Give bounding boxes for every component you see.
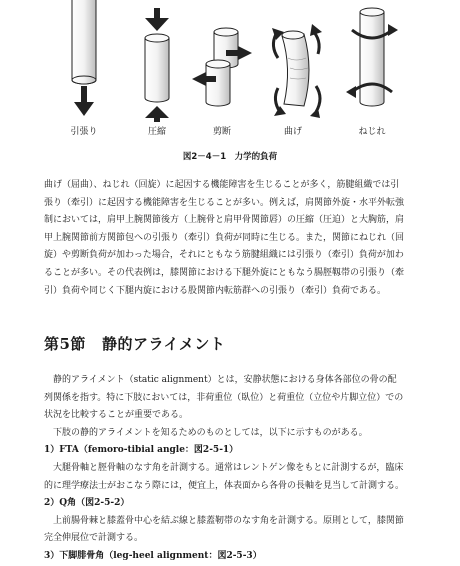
text-line: 旋）や剪断負荷が加わった場合，それにともなう筋腱組織には引張り（牽引）負荷が加わ — [44, 250, 404, 261]
text-line: 引）負荷や同じく下腿内旋における股関節内転筋群への引張り（牽引）負荷である。 — [44, 285, 387, 296]
text-line: 張り（牽引）に起因する機能障害を生じることが多い。例えば，肩関節外旋・水平外転強 — [44, 197, 405, 208]
figure-label-shear: 剪断 — [212, 127, 231, 137]
text-line: ることが多い。その代表例は，膝関節における下腿外旋にともなう腸脛靱帯の引張り（牽 — [44, 267, 405, 278]
text-line: 列関係を指す。特に下肢においては，非荷重位（臥位）と荷重位（立位や片脚立位）での — [44, 392, 404, 403]
text-line: 上前腸骨棘と膝蓋骨中心を結ぶ線と膝蓋靭帯のなす角を計測する。原則として，膝関節 — [53, 515, 404, 526]
section-number: 第5節 — [44, 335, 86, 353]
shear-cylinder-icon — [192, 28, 252, 106]
text-line: 制においては，肩甲上腕関節後方（上腕骨と肩甲骨関節唇）の圧縮（圧迫）と大胸筋，肩 — [44, 215, 405, 226]
compression-cylinder-icon — [145, 8, 169, 122]
figure-caption: 図2－4－1 力学的負荷 — [182, 152, 278, 162]
figure-label-torsion: ねじれ — [358, 127, 386, 137]
figure-label-tension: 引張り — [70, 127, 98, 137]
section-body — [44, 372, 424, 566]
list-item-title-q-angle: 2）Q角（図2-5-2） — [44, 498, 130, 509]
tension-cylinder-icon — [72, 0, 96, 116]
figure-label-compression: 圧縮 — [147, 127, 166, 137]
paragraph-mechanical-load — [44, 177, 424, 300]
torsion-cylinder-icon — [346, 8, 398, 106]
text-line: 的に理学療法士がおこなう際には，便宜上，体表面から各骨の長軸を見当して計測する。 — [44, 480, 405, 491]
bending-cylinder-icon — [272, 24, 322, 118]
section-heading — [44, 333, 225, 354]
list-item-title-fta: 1）FTA（femoro-tibial angle：図2-5-1） — [44, 445, 239, 456]
figure-label-bending: 曲げ — [283, 127, 302, 137]
text-line: 曲げ（屈曲）、ねじれ（回旋）に起因する機能障害を生じることが多く，筋腱組織では引 — [44, 180, 400, 190]
list-item-title-leg-heel: 3）下脚腓骨角（leg-heel alignment：図2-5-3） — [44, 550, 262, 561]
text-line: 完全伸展位で計測する。 — [44, 533, 144, 544]
section-title: 静的アライメント — [101, 335, 226, 353]
text-line: 大腿骨軸と脛骨軸のなす角を計測する。通常はレントゲン像をもとに計測するが，臨床 — [53, 462, 404, 473]
text-line: 下肢の静的アライメントを知るためのものとしては，以下に示すものがある。 — [53, 427, 368, 438]
text-line: 甲上腕関節前方関節包への引張り（牽引）負荷が同時に生じる。また，関節にねじれ（回 — [44, 232, 405, 243]
text-line: 状況を比較することが重要である。 — [44, 410, 189, 421]
text-line: 静的アライメント（static alignment）とは，安静状態における身体各部位の骨の配 — [53, 375, 397, 385]
